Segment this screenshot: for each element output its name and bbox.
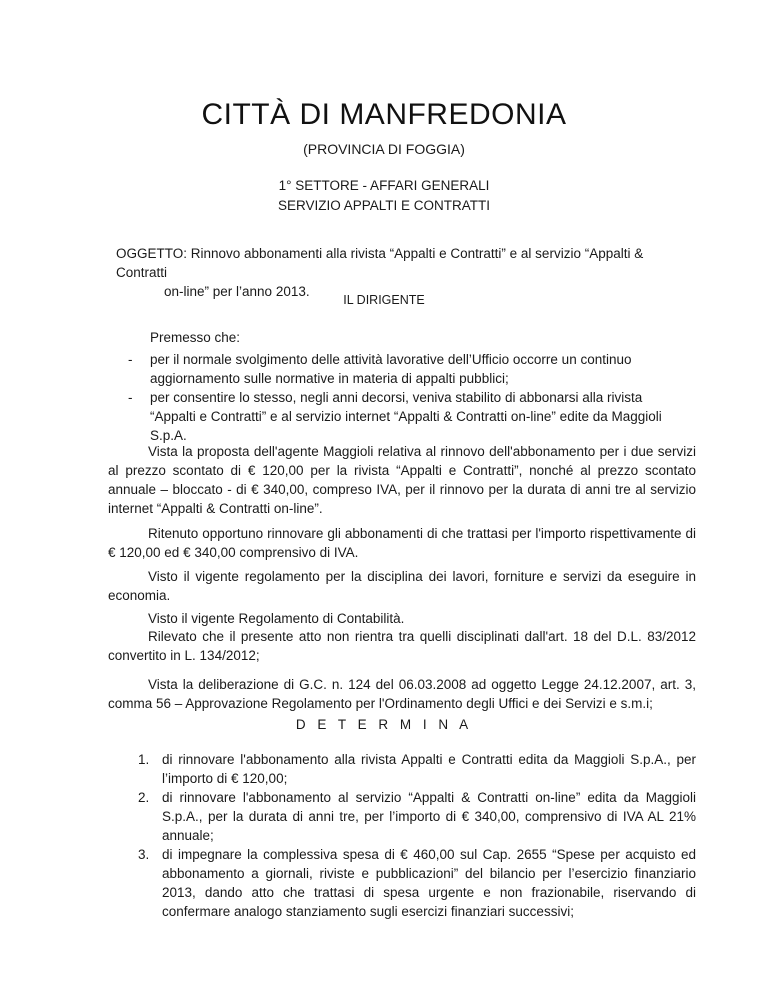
- paragraph-text: Vista la proposta dell'agente Maggioli relativa al rinnovo dell'abbonamento per i due servizi al prezzo scontato di € 120,00 per la rivista “Appalti e Contratti”, nonché al prezzo scontato annuale – bloccato - di € 340,00, compreso IVA, per il rinnovo per la durata di anni tre al servizio internet “Appalti & Contratti on-line”.: [108, 444, 696, 516]
- paragraph-text: Vista la deliberazione di G.C. n. 124 del 06.03.2008 ad oggetto Legge 24.12.2007, art. 3, comma 56 – Approvazione Regolamento per l'Ordinamento degli Uffici e dei Servizi e s.m.i;: [108, 677, 696, 711]
- list-item: [138, 845, 696, 921]
- service-heading: SERVIZIO APPALTI E CONTRATTI: [277, 198, 491, 213]
- paragraph-vista-delibera: [108, 675, 696, 713]
- paragraph-rilevato: [108, 627, 696, 665]
- paragraph-visto-regolamento: [108, 567, 696, 605]
- paragraph-text: Visto il vigente Regolamento di Contabilità.: [148, 611, 405, 626]
- list-item-text: per il normale svolgimento delle attività lavorative dell’Ufficio occorre un continuo aggiornamento sulle normative in materia di appalti pubblici;: [150, 352, 632, 386]
- page-title: CITTÀ DI MANFREDONIA: [201, 98, 567, 131]
- list-item: - per il normale svolgimento delle attività lavorative dell’Ufficio occorre un continuo aggiornamento sulle normative in materia di appalti pubblici;: [128, 352, 632, 386]
- subject-line-1: OGGETTO: Rinnovo abbonamenti alla rivista “Appalti e Contratti” e al servizio “Appalti & Contratti: [116, 246, 644, 280]
- dirigente-heading: IL DIRIGENTE: [343, 293, 425, 307]
- premesso-list: [0, 350, 768, 445]
- paragraph-text: Rilevato che il presente atto non rientra tra quelli disciplinati dall'art. 18 del D.L. 83/2012 convertito in L. 134/2012;: [108, 629, 696, 663]
- determina-list: [0, 750, 768, 921]
- item-number: 3.: [138, 847, 150, 862]
- item-text: di impegnare la complessiva spesa di € 460,00 sul Cap. 2655 “Spese per acquisto ed abbonamento a giornali, riviste e pubblicazioni” del bilancio per l’esercizio finanziario 2013, dando atto che trattasi di spesa urgente e non frazionabile, riservando di confermare analogo stanziamento sugli esercizi finanziari successivi;: [162, 847, 696, 919]
- determina-heading: D E T E R M I N A: [295, 717, 473, 732]
- paragraph-visto-contabilita: [108, 609, 696, 628]
- sector-heading: 1° SETTORE - AFFARI GENERALI: [278, 178, 490, 193]
- paragraph-text: Ritenuto opportuno rinnovare gli abbonamenti di che trattasi per l'importo rispettivamente di € 120,00 ed € 340,00 comprensivo di IVA.: [108, 526, 696, 560]
- list-item: [138, 750, 696, 788]
- paragraph-text: Visto il vigente regolamento per la disciplina dei lavori, forniture e servizi da eseguire in economia.: [108, 569, 696, 603]
- province-subtitle: (PROVINCIA DI FOGGIA): [303, 141, 465, 157]
- paragraph-ritenuto: [108, 524, 696, 562]
- item-number: 2.: [138, 790, 150, 805]
- list-item: [138, 788, 696, 845]
- premesso-intro: Premesso che:: [150, 330, 241, 345]
- paragraph-vista-proposta: [108, 442, 696, 518]
- list-item-text: per consentire lo stesso, negli anni decorsi, veniva stabilito di abbonarsi alla rivista “Appalti e Contratti” e al servizio internet “Appalti & Contratti on-line” edite da Maggioli S.p.A.: [150, 390, 662, 443]
- list-item: - per consentire lo stesso, negli anni decorsi, veniva stabilito di abbonarsi alla rivista “Appalti e Contratti” e al servizio internet “Appalti & Contratti on-line” edite da Maggioli S.p.A.: [128, 390, 662, 443]
- item-text: di rinnovare l'abbonamento al servizio “Appalti & Contratti on-line” edita da Maggioli S.p.A., per la durata di anni tre, per l’importo di € 340,00, comprensivo di IVA AL 21% annuale;: [162, 790, 696, 843]
- item-number: 1.: [138, 752, 150, 767]
- subject-line-2: on-line” per l’anno 2013.: [164, 284, 310, 299]
- item-text: di rinnovare l'abbonamento alla rivista Appalti e Contratti edita da Maggioli S.p.A., per l’importo di € 120,00;: [162, 752, 696, 786]
